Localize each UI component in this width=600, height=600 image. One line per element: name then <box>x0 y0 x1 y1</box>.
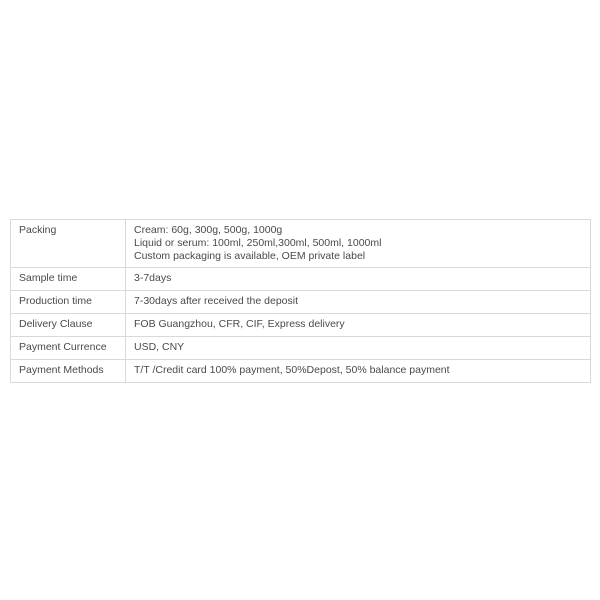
row-label: Sample time <box>11 268 126 291</box>
row-value: FOB Guangzhou, CFR, CIF, Express delivery <box>126 314 591 337</box>
row-value: 3-7days <box>126 268 591 291</box>
row-value: T/T /Credit card 100% payment, 50%Depost, 50% balance payment <box>126 360 591 383</box>
product-spec-table <box>10 219 591 383</box>
table-row-payment-currence <box>11 337 591 360</box>
row-label: Delivery Clause <box>11 314 126 337</box>
row-label: Payment Methods <box>11 360 126 383</box>
row-label: Payment Currence <box>11 337 126 360</box>
table-row-production-time <box>11 291 591 314</box>
table-row-payment-methods <box>11 360 591 383</box>
row-value: 7-30days after received the deposit <box>126 291 591 314</box>
row-value: USD, CNY <box>126 337 591 360</box>
table-row-packing <box>11 220 591 268</box>
value-line: Liquid or serum: 100ml, 250ml,300ml, 500ml, 1000ml <box>134 237 382 249</box>
row-label: Packing <box>11 220 126 268</box>
table-row-delivery-clause <box>11 314 591 337</box>
row-value <box>126 220 591 268</box>
table-row-sample-time <box>11 268 591 291</box>
value-line: Custom packaging is available, OEM private label <box>134 250 366 262</box>
value-line: Cream: 60g, 300g, 500g, 1000g <box>134 224 283 236</box>
row-label: Production time <box>11 291 126 314</box>
